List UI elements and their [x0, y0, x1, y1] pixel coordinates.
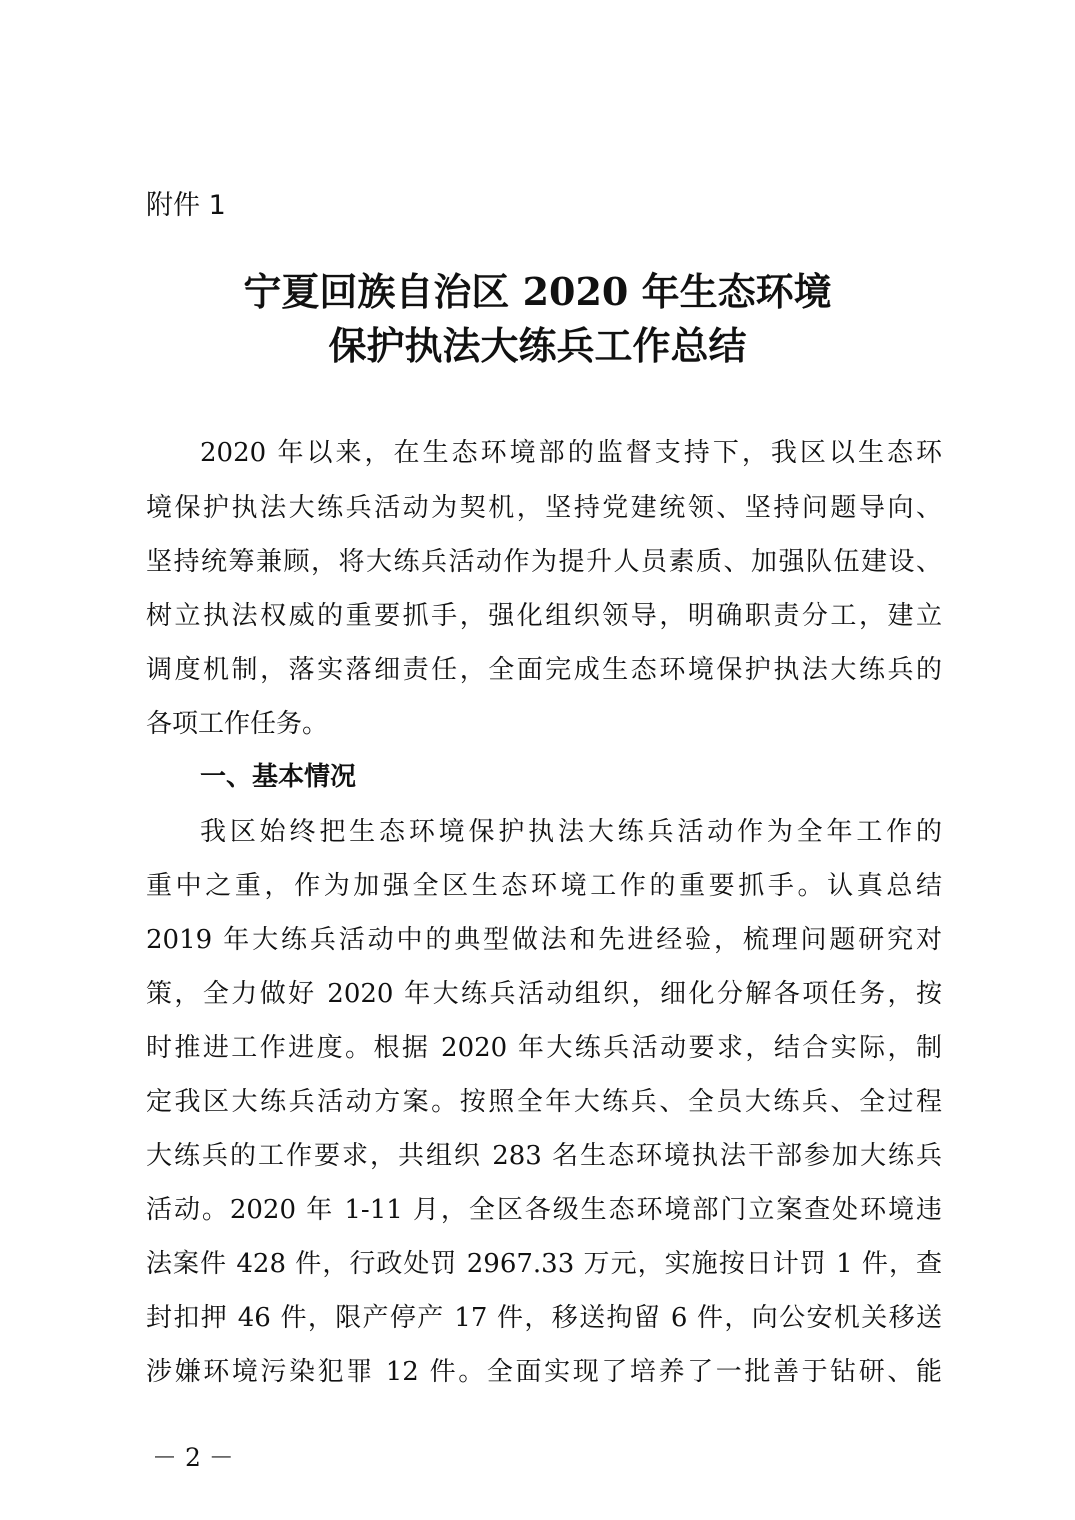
page-number: － 2 － [152, 1443, 234, 1472]
attachment-label: 附件 1 [146, 190, 226, 221]
intro-line: 坚持统筹兼顾，将大练兵活动作为提升人员素质、加强队伍建设、 [146, 547, 942, 577]
intro-line: 树立执法权威的重要抓手，强化组织领导，明确职责分工，建立 [146, 601, 942, 631]
intro-line: 各项工作任务。 [146, 709, 329, 739]
intro-line: 调度机制，落实落细责任，全面完成生态环境保护执法大练兵的 [146, 655, 942, 685]
section-line: 我区始终把生态环境保护执法大练兵活动作为全年工作的 [200, 817, 942, 847]
section-line: 重中之重，作为加强全区生态环境工作的重要抓手。认真总结 [146, 871, 942, 901]
section-line: 2019 年大练兵活动中的典型做法和先进经验，梳理问题研究对 [146, 925, 942, 955]
document-title-line-1: 宁夏回族自治区 2020 年生态环境 [243, 269, 832, 314]
intro-line: 境保护执法大练兵活动为契机，坚持党建统领、坚持问题导向、 [146, 493, 942, 523]
document-title-line-2: 保护执法大练兵工作总结 [328, 323, 747, 368]
section-line: 时推进工作进度。根据 2020 年大练兵活动要求，结合实际，制 [146, 1033, 942, 1063]
section-line: 策，全力做好 2020 年大练兵活动组织，细化分解各项任务，按 [146, 979, 942, 1009]
section-line: 活动。2020 年 1-11 月，全区各级生态环境部门立案查处环境违 [146, 1195, 942, 1225]
section-line: 大练兵的工作要求，共组织 283 名生态环境执法干部参加大练兵 [146, 1141, 942, 1171]
section-heading: 一、基本情况 [200, 762, 357, 792]
section-line: 定我区大练兵活动方案。按照全年大练兵、全员大练兵、全过程 [146, 1087, 942, 1117]
section-line: 涉嫌环境污染犯罪 12 件。全面实现了培养了一批善于钻研、能 [146, 1357, 942, 1387]
section-line: 法案件 428 件，行政处罚 2967.33 万元，实施按日计罚 1 件，查 [146, 1249, 942, 1279]
intro-line: 2020 年以来，在生态环境部的监督支持下，我区以生态环 [200, 438, 942, 468]
section-line: 封扣押 46 件，限产停产 17 件，移送拘留 6 件，向公安机关移送 [146, 1303, 942, 1333]
